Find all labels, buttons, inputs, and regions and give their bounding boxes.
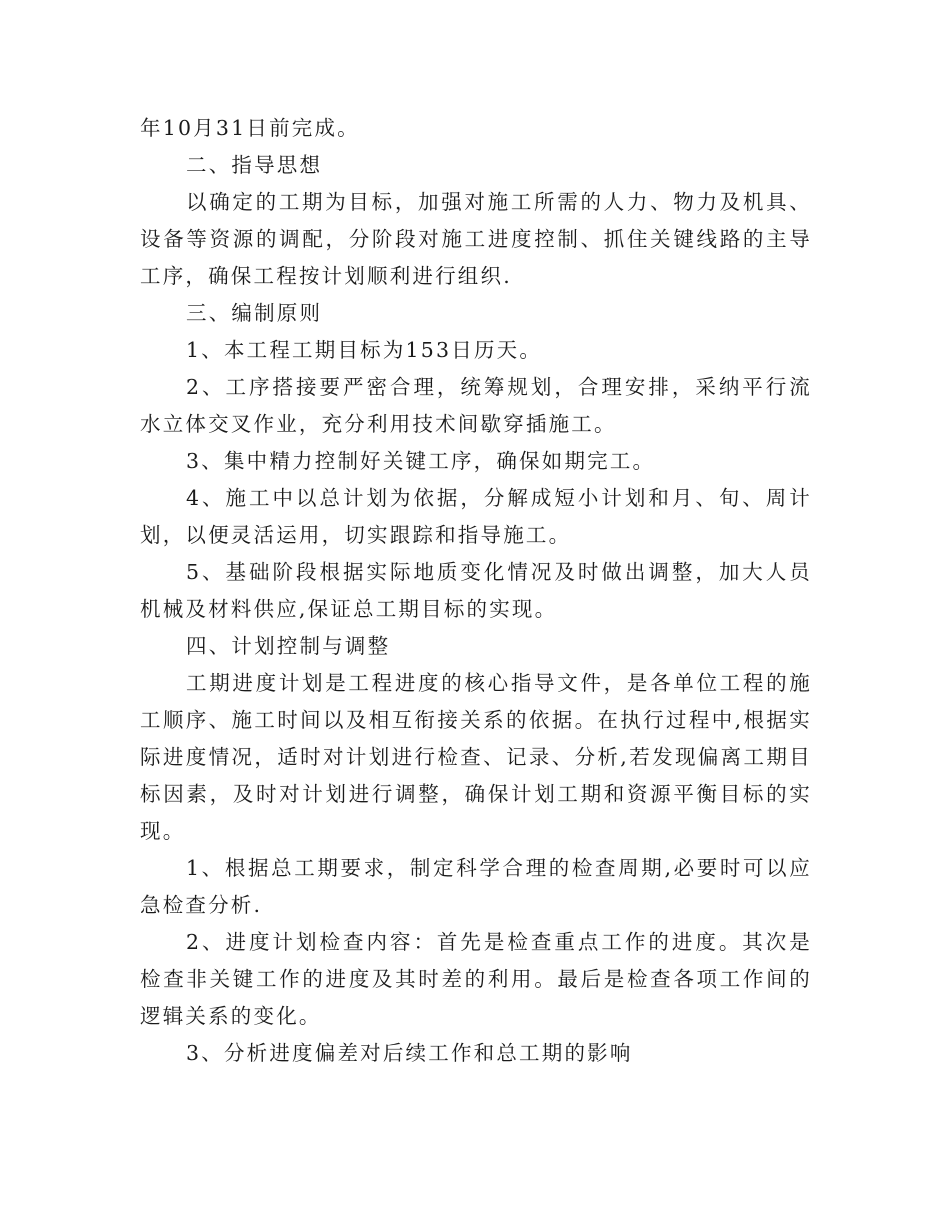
paragraph-guiding-idea: 以确定的工期为目标，加强对施工所需的人力、物力及机具、设备等资源的调配，分阶段对施工进度控制、抓住关键线路的主导工序，确保工程按计划顺利进行组织. [140, 190, 812, 288]
principle-item-5: 5、基础阶段根据实际地质变化情况及时做出调整，加大人员机械及材料供应,保证总工期目标的实现。 [140, 560, 812, 621]
control-item-1: 1、根据总工期要求，制定科学合理的检查周期,必要时可以应急检查分析. [140, 856, 812, 917]
paragraph-plan-control: 工期进度计划是工程进度的核心指导文件，是各单位工程的施工顺序、施工时间以及相互衔接关系的依据。在执行过程中,根据实际进度情况，适时对计划进行检查、记录、分析,若发现偏离工期目标因素，及时对计划进行调整，确保计划工期和资源平衡目标的实现。 [140, 671, 812, 843]
section-heading-guiding-idea: 二、指导思想 [186, 153, 323, 177]
paragraph-continuation: 年10月31日前完成。 [140, 116, 360, 140]
section-heading-principles: 三、编制原则 [186, 301, 323, 325]
principle-item-3: 3、集中精力控制好关键工序，确保如期完工。 [186, 449, 656, 473]
principle-item-4: 4、施工中以总计划为依据，分解成短小计划和月、旬、周计划，以便灵活运用，切实跟踪和指导施工。 [140, 486, 812, 547]
principle-item-2: 2、工序搭接要严密合理，统筹规划，合理安排，采纳平行流水立体交叉作业，充分利用技术间歇穿插施工。 [140, 375, 812, 436]
document-page [140, 110, 812, 1072]
control-item-2: 2、进度计划检查内容：首先是检查重点工作的进度。其次是检查非关键工作的进度及其时差的利用。最后是检查各项工作间的逻辑关系的变化。 [140, 930, 812, 1028]
section-heading-plan-control: 四、计划控制与调整 [186, 634, 391, 658]
control-item-3: 3、分析进度偏差对后续工作和总工期的影响 [186, 1041, 633, 1065]
principle-item-1: 1、本工程工期目标为153日历天。 [186, 338, 543, 362]
